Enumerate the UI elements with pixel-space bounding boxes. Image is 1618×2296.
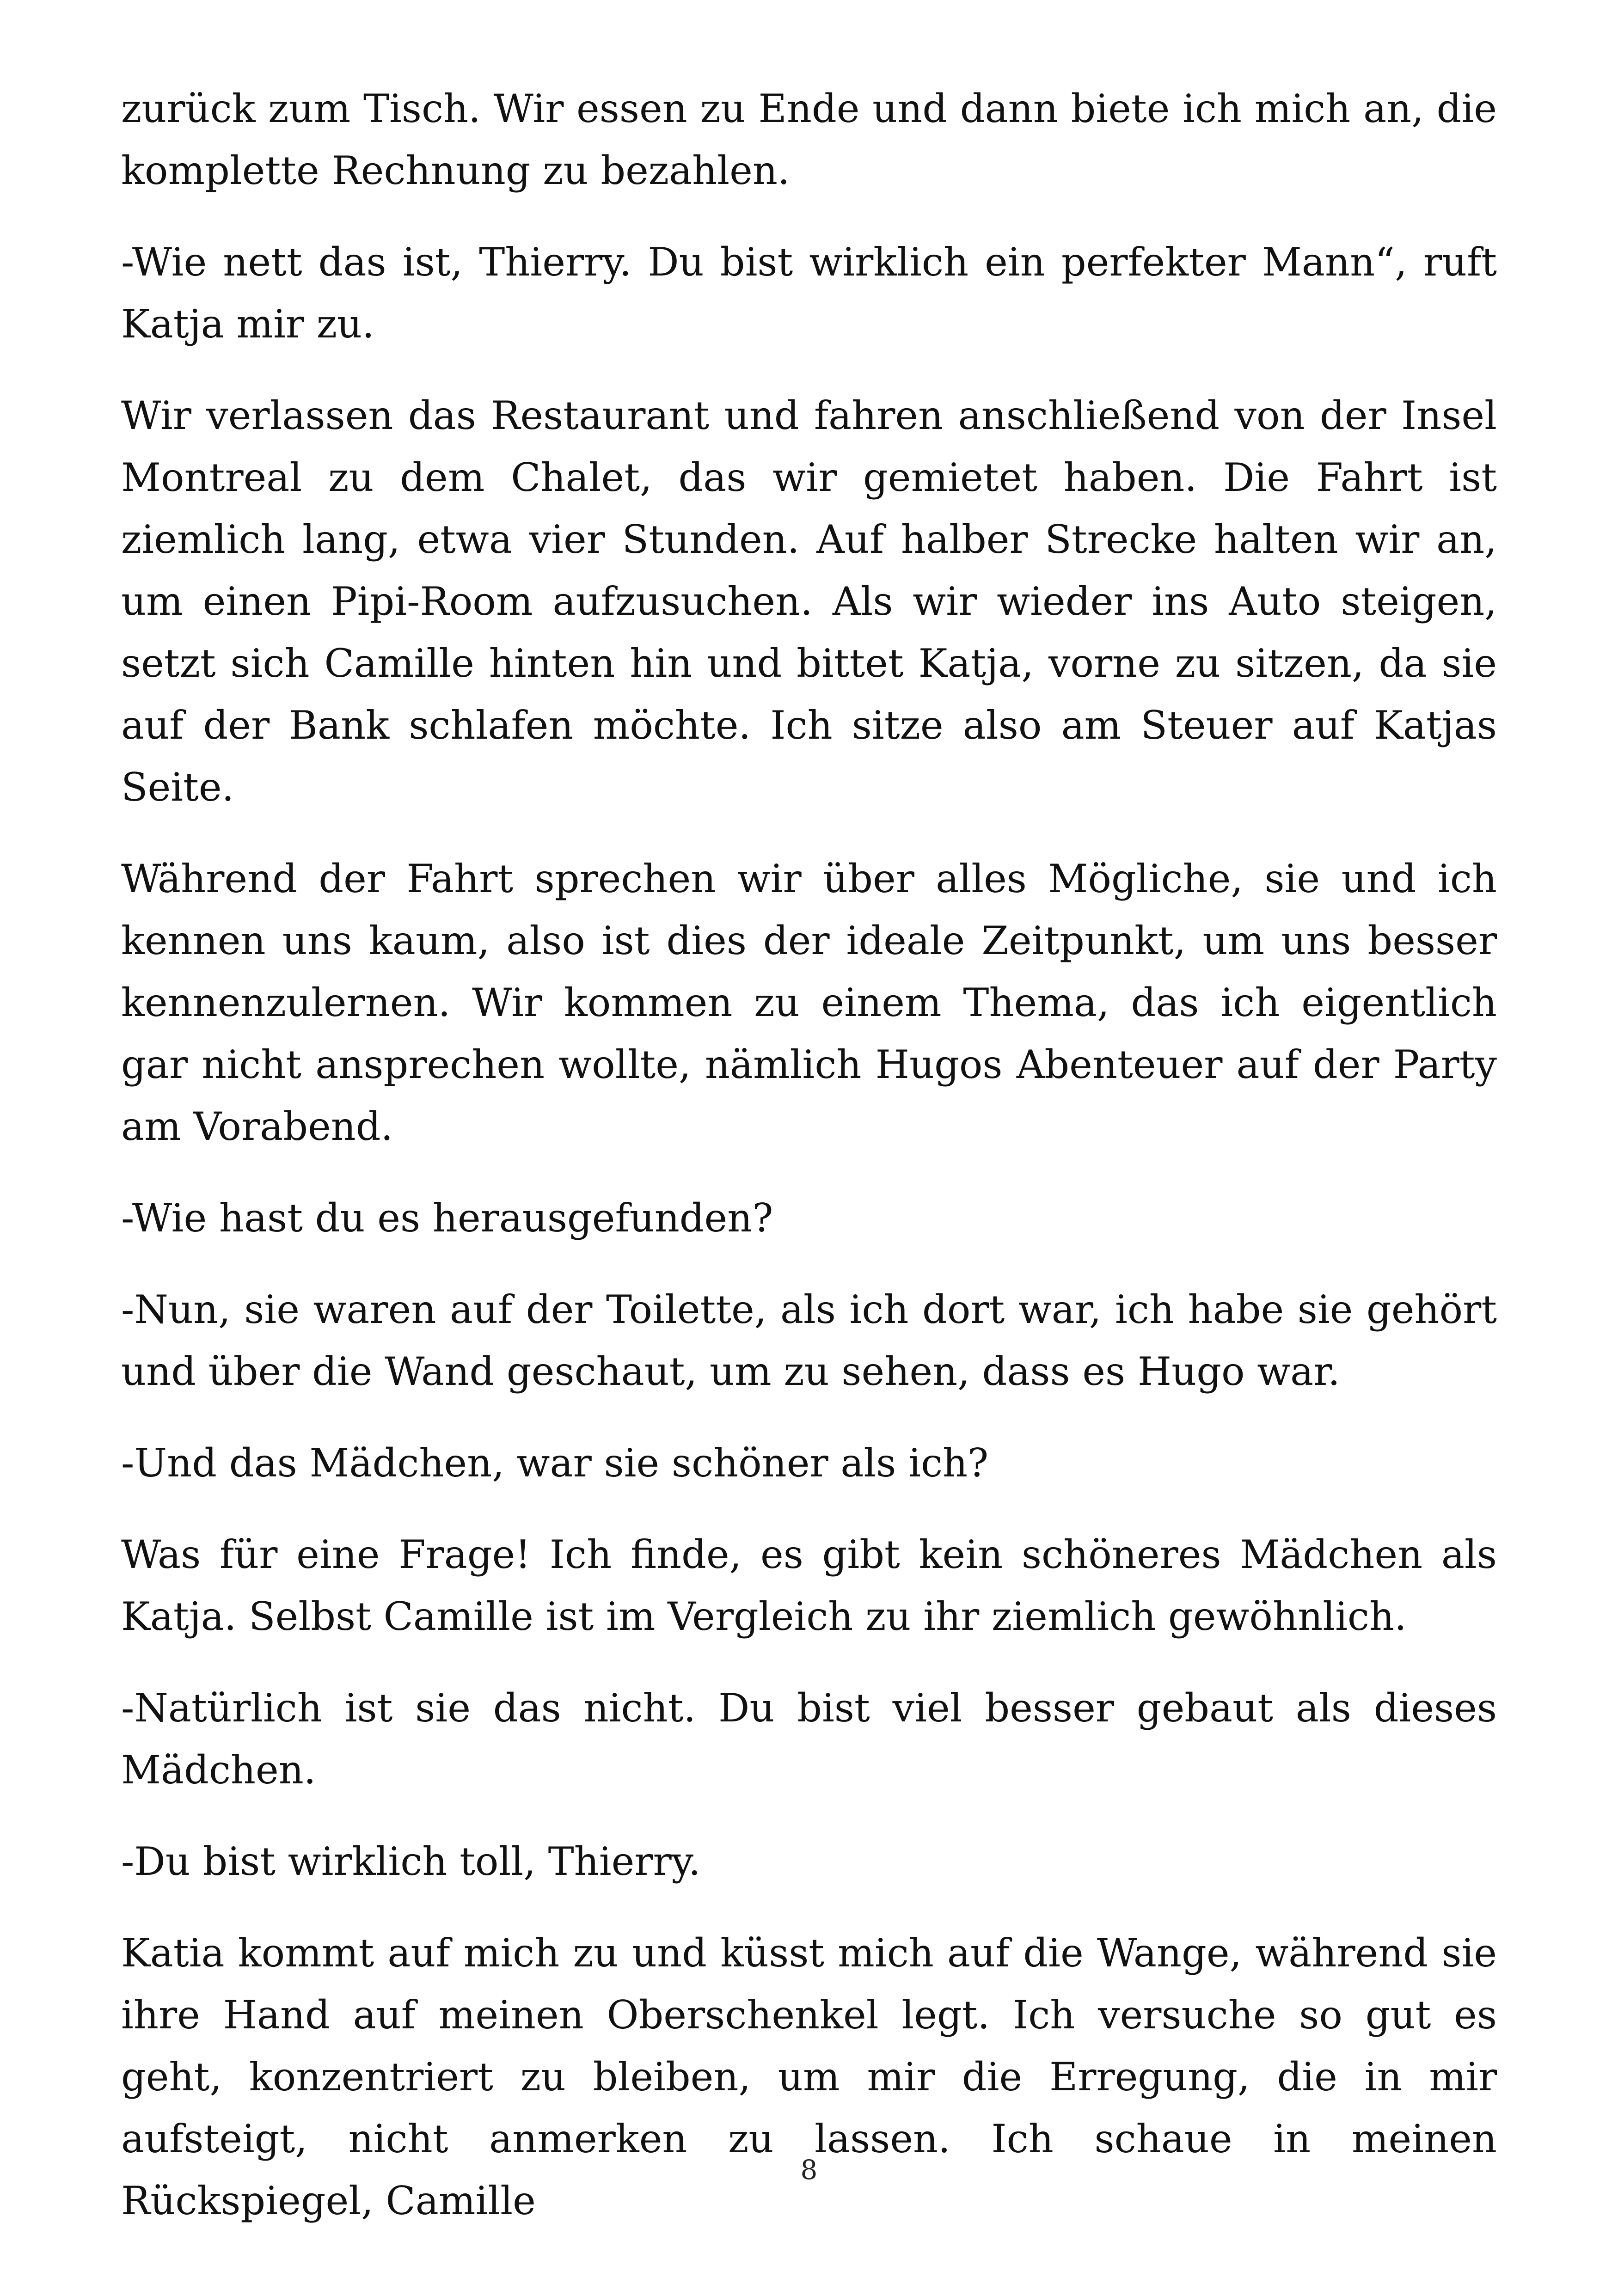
paragraph: -Wie nett das ist, Thierry. Du bist wirklich ein perfekter Mann“, ruft Katja mir zu. bbox=[121, 239, 1497, 347]
paragraph: zurück zum Tisch. Wir essen zu Ende und dann biete ich mich an, die komplette Rechnung zu bezahlen. bbox=[121, 86, 1497, 193]
paragraph: -Natürlich ist sie das nicht. Du bist viel besser gebaut als dieses Mädchen. bbox=[121, 1685, 1497, 1793]
page-number: 8 bbox=[800, 2154, 818, 2186]
paragraph: Während der Fahrt sprechen wir über alles Mögliche, sie und ich kennen uns kaum, also ist dies der ideale Zeitpunkt, um uns besser kennenzulernen. Wir kommen zu einem Thema, das ich eigentlich gar nicht ansprechen wollte, nämlich Hugos Abenteuer auf der Party am Vorabend. bbox=[121, 856, 1497, 1149]
paragraph: -Nun, sie waren auf der Toilette, als ich dort war, ich habe sie gehört und über die Wand geschaut, um zu sehen, dass es Hugo war. bbox=[121, 1287, 1497, 1394]
paragraph: -Und das Mädchen, war sie schöner als ich? bbox=[121, 1440, 989, 1486]
paragraph: -Wie hast du es herausgefunden? bbox=[121, 1195, 773, 1241]
paragraph: -Du bist wirklich toll, Thierry. bbox=[121, 1839, 701, 1884]
paragraph: Was für eine Frage! Ich finde, es gibt kein schöneres Mädchen als Katja. Selbst Camille ist im Vergleich zu ihr ziemlich gewöhnlich. bbox=[121, 1532, 1497, 1639]
paragraph: Wir verlassen das Restaurant und fahren anschließend von der Insel Montreal zu dem Chalet, das wir gemietet haben. Die Fahrt ist ziemlich lang, etwa vier Stunden. Auf halber Strecke halten wir an, um einen Pipi-Room aufzusuchen. Als wir wieder ins Auto steigen, setzt sich Camille hinten hin und bittet Katja, vorne zu sitzen, da sie auf der Bank schlafen möchte. Ich sitze also am Steuer auf Katjas Seite. bbox=[121, 393, 1497, 810]
paragraph: Katia kommt auf mich zu und küsst mich auf die Wange, während sie ihre Hand auf meinen Oberschenkel legt. Ich versuche so gut es geht, konzentriert zu bleiben, um mir die Erregung, die in mir aufsteigt, nicht anmerken zu lassen. Ich schaue in meinen Rückspiegel, Camille bbox=[121, 1930, 1497, 2223]
body-text bbox=[121, 78, 1497, 2261]
